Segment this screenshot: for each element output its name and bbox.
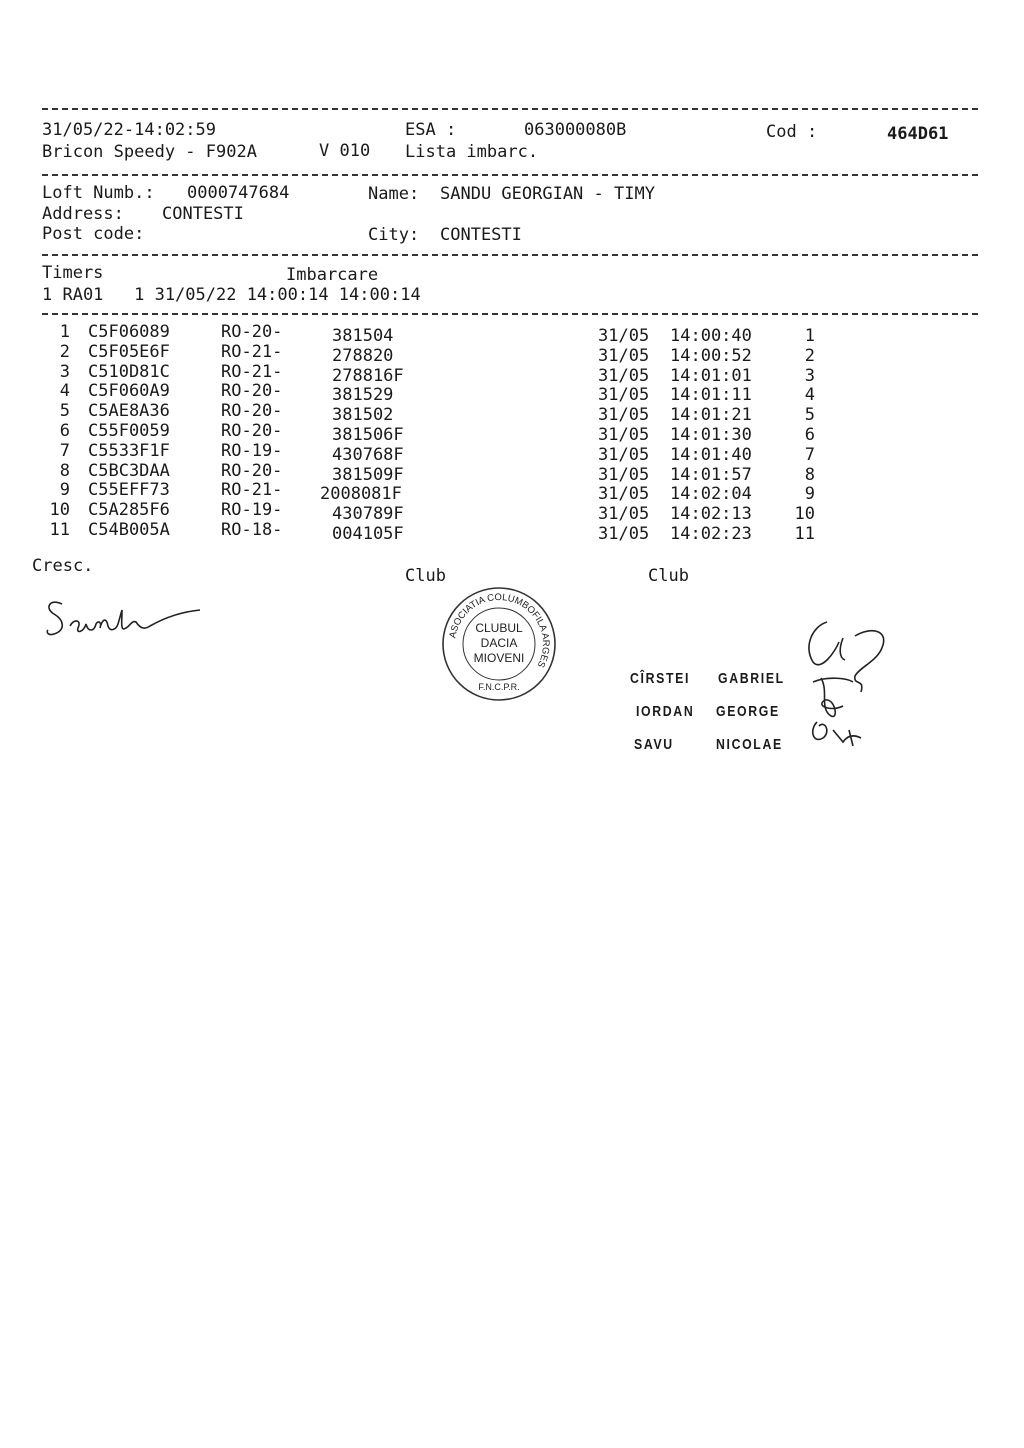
arrival-time: 14:01:40 — [670, 444, 752, 465]
arrival-date: 31/05 — [598, 345, 650, 366]
arrival-time: 14:02:23 — [670, 524, 752, 544]
bird-chip: C5BC3DAA — [88, 460, 170, 481]
bird-chip: C5A285F6 — [88, 500, 170, 521]
list-item — [0, 381, 1024, 406]
city-value: CONTESTI — [440, 225, 522, 245]
bird-ring-number: 004105F — [332, 524, 404, 544]
list-item — [0, 500, 1024, 525]
bird-ring-series: RO-21- — [221, 361, 283, 382]
arrival-date: 31/05 — [598, 385, 650, 406]
committee-last-2: GEORGE — [716, 703, 780, 720]
bird-ring-number: 278816F — [332, 365, 404, 386]
list-title: Lista imbarc. — [405, 142, 539, 162]
bird-number: 11 — [49, 520, 70, 540]
divider — [42, 108, 978, 110]
name-label: Name: — [368, 184, 420, 204]
arrival-index: 1 — [804, 326, 815, 346]
device-version: V 010 — [319, 141, 371, 161]
city-label: City: — [368, 225, 420, 245]
device-name: Bricon Speedy - F902A — [42, 142, 257, 162]
committee-first-3: SAVU — [634, 736, 674, 753]
bird-ring-number: 381502 — [332, 405, 394, 426]
arrival-date: 31/05 — [598, 524, 650, 544]
bird-number: 1 — [59, 322, 70, 342]
list-item — [0, 480, 1024, 505]
arrival-index: 8 — [804, 464, 815, 485]
timer-line: 1 RA01 1 31/05/22 14:00:14 14:00:14 — [42, 285, 421, 305]
committee-last-1: GABRIEL — [718, 670, 785, 687]
bird-ring-number: 381509F — [332, 464, 404, 485]
arrival-time: 14:02:04 — [670, 484, 752, 505]
esa-value: 063000080B — [524, 120, 627, 140]
breeder-signature — [40, 590, 210, 650]
bird-chip: C510D81C — [88, 361, 170, 382]
bird-ring-number: 2008081F — [320, 484, 402, 505]
bird-chip: C55F0059 — [88, 421, 170, 441]
bird-ring-number: 381504 — [332, 326, 394, 346]
bird-ring-series: RO-20- — [221, 421, 283, 441]
timers-label: Timers — [42, 263, 104, 283]
address-label: Address: — [42, 204, 124, 224]
bird-chip: C54B005A — [88, 520, 170, 540]
bird-ring-series: RO-20- — [221, 401, 283, 422]
arrival-time: 14:01:30 — [670, 425, 752, 445]
cod-label: Cod : — [766, 122, 818, 142]
bird-number: 10 — [49, 500, 70, 521]
club-label-left: Club — [405, 566, 446, 586]
bird-ring-number: 278820 — [332, 345, 394, 366]
bird-ring-series: RO-21- — [221, 341, 283, 362]
committee-signatures — [795, 612, 895, 762]
list-item — [0, 361, 1024, 386]
bird-chip: C5F05E6F — [88, 341, 170, 362]
arrival-index: 6 — [804, 425, 815, 445]
arrival-date: 31/05 — [598, 425, 650, 445]
committee-last-3: NICOLAE — [716, 736, 783, 753]
address-value: CONTESTI — [162, 204, 244, 224]
stamp-ring-text: ASOCIATIA COLUMBOFILA ARGES — [447, 591, 552, 670]
cod-value: 464D61 — [887, 124, 949, 144]
cresc-label: Cresc. — [32, 556, 94, 576]
bird-number: 2 — [59, 341, 70, 362]
bird-chip: C5F06089 — [88, 322, 170, 342]
list-item — [0, 440, 1024, 465]
loft-label: Loft Numb.: — [42, 183, 155, 203]
bird-number: 8 — [59, 460, 70, 481]
club-stamp — [440, 585, 558, 703]
stamp-bottom-text: F.N.C.P.R. — [478, 682, 520, 692]
arrival-index: 4 — [804, 385, 815, 406]
arrival-date: 31/05 — [598, 444, 650, 465]
arrival-time: 14:01:11 — [670, 385, 752, 406]
bird-number: 4 — [59, 381, 70, 402]
arrival-date: 31/05 — [598, 405, 650, 426]
list-item — [0, 421, 1024, 445]
arrival-index: 5 — [804, 405, 815, 426]
postcode-label: Post code: — [42, 224, 145, 244]
stamp-line-3: MIOVENI — [473, 651, 525, 665]
arrival-time: 14:01:01 — [670, 365, 752, 386]
bird-ring-series: RO-20- — [221, 381, 283, 402]
arrival-time: 14:00:52 — [670, 345, 752, 366]
list-item — [0, 520, 1024, 544]
arrival-date: 31/05 — [598, 484, 650, 505]
bird-number: 9 — [59, 480, 70, 501]
bird-chip: C5AE8A36 — [88, 401, 170, 422]
committee-first-2: IORDAN — [636, 703, 695, 720]
bird-chip: C55EFF73 — [88, 480, 170, 501]
bird-ring-series: RO-19- — [221, 500, 283, 521]
arrival-date: 31/05 — [598, 504, 650, 525]
list-item — [0, 322, 1024, 346]
bird-ring-series: RO-19- — [221, 440, 283, 461]
bird-chip: C5533F1F — [88, 440, 170, 461]
list-item — [0, 460, 1024, 485]
arrival-date: 31/05 — [598, 365, 650, 386]
bird-number: 5 — [59, 401, 70, 422]
imbarcare-label: Imbarcare — [286, 265, 379, 285]
bird-number: 7 — [59, 440, 70, 461]
arrival-index: 9 — [804, 484, 815, 505]
arrival-index: 2 — [804, 345, 815, 366]
stamp-line-2: DACIA — [480, 636, 518, 650]
committee-first-1: CÎRSTEI — [630, 670, 691, 687]
bird-ring-number: 430768F — [332, 444, 404, 465]
bird-ring-series: RO-18- — [221, 520, 283, 540]
arrival-index: 7 — [804, 444, 815, 465]
arrival-index: 3 — [804, 365, 815, 386]
list-item — [0, 401, 1024, 426]
loft-value: 0000747684 — [187, 183, 290, 203]
bird-ring-number: 381506F — [332, 425, 404, 445]
esa-label: ESA : — [405, 120, 457, 140]
arrival-date: 31/05 — [598, 326, 650, 346]
club-label-right: Club — [648, 566, 689, 586]
stamp-line-1: CLUBUL — [475, 621, 523, 635]
bird-ring-series: RO-20- — [221, 460, 283, 481]
bird-chip: C5F060A9 — [88, 381, 170, 402]
bird-ring-series: RO-21- — [221, 480, 283, 501]
bird-ring-number: 430789F — [332, 504, 404, 525]
divider — [42, 174, 978, 176]
arrival-time: 14:00:40 — [670, 326, 752, 346]
arrival-index: 10 — [794, 504, 815, 525]
arrival-index: 11 — [794, 524, 815, 544]
bird-ring-number: 381529 — [332, 385, 394, 406]
arrival-date: 31/05 — [598, 464, 650, 485]
bird-number: 3 — [59, 361, 70, 382]
arrival-time: 14:01:57 — [670, 464, 752, 485]
list-item — [0, 341, 1024, 366]
name-value: SANDU GEORGIAN - TIMY — [440, 184, 655, 204]
arrival-time: 14:01:21 — [670, 405, 752, 426]
divider — [42, 254, 978, 256]
bird-number: 6 — [59, 421, 70, 441]
arrival-time: 14:02:13 — [670, 504, 752, 525]
bird-ring-series: RO-20- — [221, 322, 283, 342]
divider — [42, 313, 978, 315]
print-datetime: 31/05/22-14:02:59 — [42, 120, 216, 140]
